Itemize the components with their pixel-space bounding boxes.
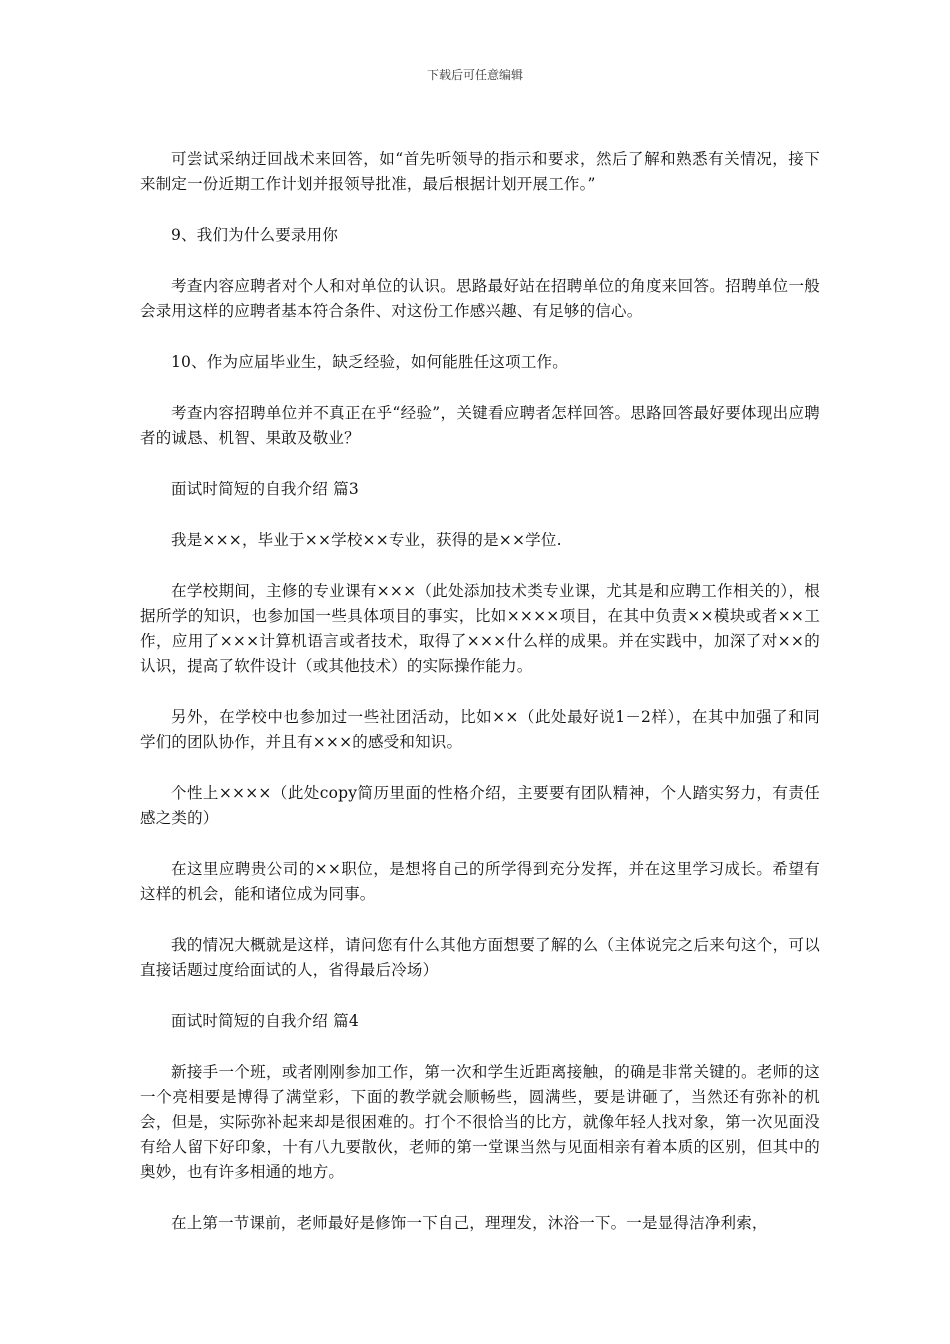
paragraph: 我的情况大概就是这样，请问您有什么其他方面想要了解的么（主体说完之后来句这个，可以直接话题过度给面试的人，省得最后冷场） <box>140 936 820 979</box>
paragraph: 考查内容招聘单位并不真正在乎“经验”，关键看应聘者怎样回答。思路回答最好要体现出应聘者的诚恳、机智、果敢及敬业？ <box>140 404 820 447</box>
paragraph: 可尝试采纳迂回战术来回答，如“首先听领导的指示和要求，然后了解和熟悉有关情况，接下来制定一份近期工作计划并报领导批准，最后根据计划开展工作。” <box>140 150 820 193</box>
paragraph: 在上第一节课前，老师最好是修饰一下自己，理理发，沐浴一下。一是显得洁净利索， <box>171 1214 768 1232</box>
question-heading: 10、作为应届毕业生，缺乏经验，如何能胜任这项工作。 <box>171 353 568 371</box>
paragraph: 考查内容应聘者对个人和对单位的认识。思路最好站在招聘单位的角度来回答。招聘单位一般会录用这样的应聘者基本符合条件、对这份工作感兴趣、有足够的信心。 <box>140 277 820 320</box>
paragraph: 另外，在学校中也参加过一些社团活动，比如××（此处最好说1－2样），在其中加强了和同学们的团队协作，并且有×××的感受和知识。 <box>140 708 820 751</box>
question-heading: 9、我们为什么要录用你 <box>171 226 339 244</box>
paragraph: 我是×××，毕业于××学校××专业，获得的是××学位. <box>171 531 562 549</box>
paragraph: 新接手一个班，或者刚刚参加工作，第一次和学生近距离接触，的确是非常关键的。老师的这一个亮相要是博得了满堂彩，下面的教学就会顺畅些，圆满些，要是讲砸了，当然还有弥补的机会，但是，实际弥补起来却是很困难的。打个不很恰当的比方，就像年轻人找对象，第一次见面没有给人留下好印象，十有八九要散伙，老师的第一堂课当然与见面相亲有着本质的区别，但其中的奥妙，也有许多相通的地方。 <box>140 1063 820 1181</box>
document-body <box>140 147 820 1262</box>
paragraph: 在这里应聘贵公司的××职位，是想将自己的所学得到充分发挥，并在这里学习成长。希望有这样的机会，能和诸位成为同事。 <box>140 860 820 903</box>
section-heading: 面试时简短的自我介绍 篇3 <box>171 480 359 498</box>
page-header: 下载后可任意编辑 <box>426 68 523 82</box>
paragraph: 在学校期间，主修的专业课有×××（此处添加技术类专业课，尤其是和应聘工作相关的），根据所学的知识，也参加国一些具体项目的事实，比如××××项目，在其中负责××模块或者××工作，应用了×××计算机语言或者技术，取得了×××什么样的成果。并在实践中，加深了对××的认识，提高了软件设计（或其他技术）的实际操作能力。 <box>140 582 820 675</box>
section-heading: 面试时简短的自我介绍 篇4 <box>171 1012 359 1030</box>
paragraph: 个性上××××（此处copy简历里面的性格介绍，主要要有团队精神，个人踏实努力，有责任感之类的） <box>140 784 820 827</box>
